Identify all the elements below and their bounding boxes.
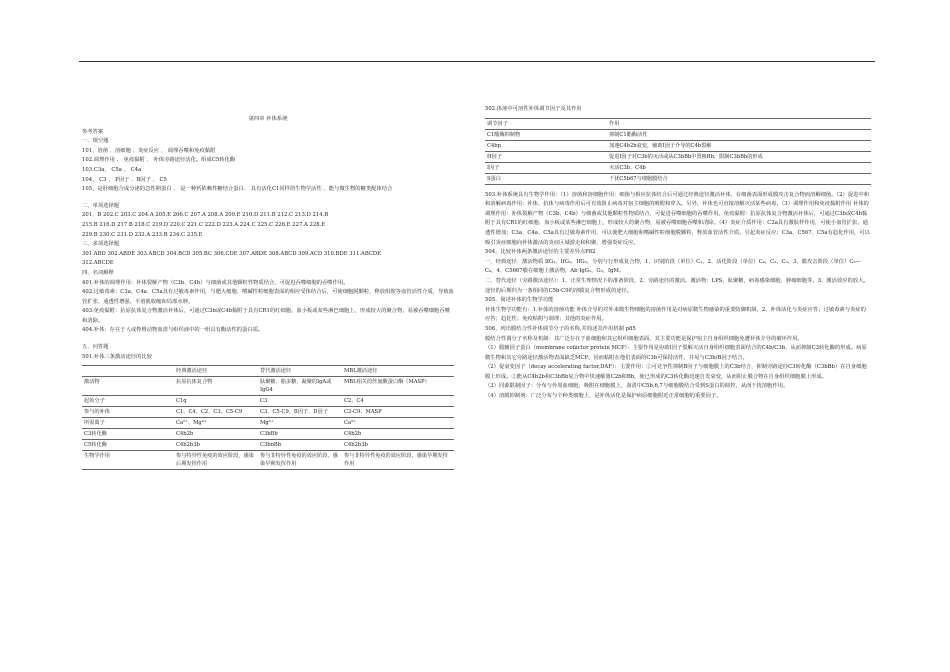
ref-answer-label: 参考答案 [82, 128, 104, 135]
question-504: 504、比较补体两条激活途径的主要差异点P82 [485, 249, 596, 256]
question-506: 506、列出膜结合性补体调节分子的名称,并简述其作用机制 p85 [485, 325, 636, 332]
answer-505: 补体生物学功能有：1.补体的溶菌功能 补体介导的对外来微生物细胞的溶菌作用是对病原微生物感染的重要防御机制。2、补体活化与炎症应答；过敏毒素与炎症的应答；趋化性；免疫粘附与调理；其他的炎症作用。 [485, 306, 866, 323]
table-row [485, 129, 871, 140]
term-item: 404.补体：存在于人或脊椎动物血清与组织液中的一组具有酶活性的蛋白质。 [82, 327, 264, 334]
table-cell: 灭活C3b、C4b [607, 162, 871, 173]
table-cell: 所需离子 [82, 418, 174, 429]
question-501: 501.补体三条激活途径的比较 [82, 353, 153, 360]
table-cell: C3bnBb [258, 440, 342, 451]
table-cell: C3转化酶 [82, 429, 174, 440]
question-505: 505、简述补体的生物学功能 [485, 297, 554, 304]
table-header: 替代激活途径 [258, 366, 342, 377]
pathway-comparison-table [82, 365, 454, 470]
table-cell: 生物学作用 [82, 451, 174, 470]
table-header [82, 366, 174, 377]
multi-answers: 312.ABCDE [82, 260, 114, 267]
table-header: 作用 [607, 118, 871, 129]
table-cell: S蛋白 [485, 173, 607, 184]
question-502: 502.体液中可溶性补体调节因子及其作用 [485, 106, 582, 112]
answer-506-daf: （2）促衰变因子（decay accelerating factor,DAF）：主要作用：①可竞争性抑制B因子与细胞膜上的C3b结合，抑制旁路途径C3转化酶（C3bBb）在自身细胞膜上形成。②能从C4b2b和C3bBb复合物中快速解离C2b和Bb，使已形成的C3转化酶迅速自发衰变，从而阻止膜合物在自身组织细胞膜上形成。 [485, 364, 867, 380]
answer-506-mcp: （1）膜辅因子蛋白（membrane cofactor protein MCP）：主要作用是协助I因子裂解灭活自身组织细胞表面结合的C4b/C3b，从而抑制C3转化酶的形成。病原微生物和其它旁路途径激活物表面缺乏MCP，因而粘附在他们表面的C3b可保持活性，并易与C3b/B因子结合。 [485, 345, 867, 361]
table-cell: Ca²⁺、Mg²⁺ [174, 418, 258, 429]
table-cell: 抑制C1酯酶活性 [607, 129, 871, 140]
table-cell: C1、C4、C2、C3、C5-C9 [174, 407, 258, 418]
table-cell: C4b2b [342, 429, 454, 440]
table-cell: C2、C4 [342, 396, 454, 407]
table-row [485, 140, 871, 151]
table-row [82, 451, 454, 470]
table-cell: C2-C9、MASP [342, 407, 454, 418]
fill-item: 101、溶菌 、溶细胞 、炎症反应 、 调理吞噬和免疫黏附 [82, 147, 216, 154]
table-row [82, 429, 454, 440]
table-cell: C4b2b3b [342, 440, 454, 451]
table-cell: MBL相关的丝氨酸蛋白酶（MASP） [342, 377, 454, 396]
regulator-table [485, 118, 871, 185]
fill-item: 105、是肝细胞合成分泌的急性期蛋白 、 是一种钙依赖性糖结合蛋白、 具有活化C1同样的生物学活性 、能与微生物的糖类配体结合 [82, 186, 393, 193]
table-cell: 参与的补体 [82, 407, 174, 418]
table-cell: 抗原抗体复合物 [174, 377, 258, 396]
term-item: 402.过敏毒素：C3a、C4a、C5a具有过敏毒素作用，与肥大细胞、嗜碱性粒细胞表面的相应受体结合后，可使细胞脱颗粒，释放组胺等血管活性介质，导致血管扩张、通透性增强、平滑肌收缩和局部水肿。 [82, 289, 454, 305]
table-cell: C1酯酶抑制物 [485, 129, 607, 140]
table-header: 经典激活途径 [174, 366, 258, 377]
term-item: 401.补体的调理作用：补体裂解产物（C3b、C4b）与细菌或其他颗粒性物质结合，可促进吞噬细胞的吞噬作用。 [82, 279, 349, 286]
table-cell: Mg²⁺ [258, 418, 342, 429]
table-row [485, 151, 871, 162]
table-cell: 参与非特异性免疫的效应阶段，感染早期发挥作用 [258, 451, 342, 470]
table-cell: 促进I因子对C3b的灭活或从C3bBb中置换Bb，限制C3bBb的形成 [607, 151, 871, 162]
table-cell: 起始分子 [82, 396, 174, 407]
table-row [82, 407, 454, 418]
answer-506-mirl: （4）溶膜抑制剂：广泛分布与个种类细胞上，是补体活化是保护病原细胞附近正常细胞的重要因子。 [485, 393, 722, 400]
table-cell: Ca²⁺ [342, 418, 454, 429]
table-cell: H因子 [485, 151, 607, 162]
table-header-row [485, 118, 871, 129]
table-row [82, 440, 454, 451]
table-cell: C3、C5-C9、B因子、D因子 [258, 407, 342, 418]
answer-504-alternative: 二、替代途径（旁路激活途径）：1、正常生理情况下的准备阶段，2、旁路途径的激活。激活物：LPS，肽聚糖，病毒感染细胞，肿瘤细胞等。3、激活效应的放大。途径的后期归为一条相同的C5b-C9的溶膜复合物形成的途径。 [485, 277, 869, 294]
single-answers: 229.B 230.C 231.D 232.A 233.B 234.C 235.E [82, 231, 203, 238]
table-cell: C1q [174, 396, 258, 407]
right-column [485, 105, 871, 402]
qa-heading: 五、问答题 [82, 344, 109, 351]
table-row [485, 162, 871, 173]
table-row [82, 377, 454, 396]
fill-item: 102.调理作用 、 免疫黏附 、 补体旁路途径活化。组成C5转化酶 [82, 157, 236, 164]
term-item: 403.免疫黏附：抗原抗体复合物激活补体后，可通过C3b或C4b黏附于具有CR1的红细胞、血小板或某些淋巴细胞上，形成较大的聚合物，易被吞噬细胞吞噬和清除。 [82, 308, 450, 324]
table-cell: C4b2b3b [174, 440, 258, 451]
answer-504-classical: 一、经典途径：激活物质 IfG₁，IfG₂，IfG₃，分别与行形成复合物，1、识别阶段（单位）C₁，2、活化阶段（单位）C₄，C₂，C₃，3、膜攻击阶段（单位）C₅—C₉，4、C5667膜在细胞上激活物，Ab IgG₁，G₃，IgM。 [485, 258, 861, 275]
table-cell: 激活物 [82, 377, 174, 396]
chapter-title: 第四章 补体系统 [248, 116, 288, 122]
table-row [82, 418, 454, 429]
table-cell: C5转化酶 [82, 440, 174, 451]
answer-503: 503.补体系统具有生物学作用：（1）溶菌和溶细胞作用：细菌与相应抗体结合后可通过经典途径激活补体，在细菌表面形成膜攻击复合物而溶解细菌。（2）促进中和和溶解病毒作用：补体、抗体与病毒作用后可有效阻止病毒对宿主细胞的吸附和穿入。另外，补体也可直接溶解灭活某些病毒。（3）调理作用和免疫黏附作用 补体的调理作用：补体裂解产物（C3b、C4b）与细菌或其他颗粒性物质结合，可促进吞噬细胞的吞噬作用。免疫黏附：抗原抗体复合物激活补体后，可通过C3b或C4b黏附于具有CR1的红细胞、血小板或某些淋巴细胞上，形成较大的聚合物，易被吞噬细胞吞噬和清除。（4）炎症介质作用：C2a具有激肽样作用，可使小血管扩张、通透性增加；C3a、C4a、C5a具有过敏毒素作用，可以使肥大细胞和嗜碱性粒细胞脱颗粒，释放血管活性介质，引起炎症反应；C3a、C567、C5a有趋化作用，可以吸引炎症细胞向补体激活的炎症区域游走和积聚，增强炎症反应。 [485, 191, 870, 246]
table-cell: 加速C4b2b衰变，辅助I因子介导的C4b裂解 [607, 140, 871, 151]
single-answers: 215.B 216.D 217.B 218.C 219.D 220.C 221.C 222.D 223.A 224.C 225.C 226.E 227.A 228.E [82, 221, 326, 228]
table-cell: 参与特异性免疫的效应阶段，感染后期发挥作用 [174, 451, 258, 470]
table-cell: I因子 [485, 162, 607, 173]
table-cell: C3 [258, 396, 342, 407]
table-header: MBL激活途径 [342, 366, 454, 377]
table-cell: C3bBb [258, 429, 342, 440]
left-column [82, 115, 454, 470]
table-cell: C4b2b [174, 429, 258, 440]
terms-heading: 四、名词解释 [82, 269, 114, 276]
answer-506-hrf: （3）同源限制因子：分布与外周血细胞，吸附在细胞膜上，血清中C5b,6,7与细胞膜结合受到S蛋白的调控，从而干扰溶胞作用。 [485, 383, 789, 390]
table-cell: 干扰C5b67与细胞膜结合 [607, 173, 871, 184]
fill-item: 103.C3a、 C5a 、 C4a [82, 166, 142, 173]
table-header: 调节因子 [485, 118, 607, 129]
single-heading: 二、单项选择题 [82, 202, 120, 209]
fill-heading: 一、填空题 [82, 138, 109, 145]
fill-item: 104、 C3 、 P因子 、B因子 、 C5 [82, 176, 167, 183]
answer-506-intro: 膜结合性调分子名称及机制：其广泛存在于血细胞和其它组织细胞表面，其主要功能是保护宿主自身组织细胞免遭补体介导的破坏作用。 [485, 335, 803, 342]
top-rule [79, 61, 875, 62]
multi-answers: 301.ABD 302.ABDE 303.ABCD 304.BCD 305.BC 306.CDE 307.ABDE 308.ABCD 309.ACD 310.BDE 311.ABCDE [82, 250, 382, 257]
table-row [485, 173, 871, 184]
table-cell: C4bp [485, 140, 607, 151]
table-header-row [82, 366, 454, 377]
table-cell: 参与非特异性免疫的效应阶段，感染早期发挥作用 [342, 451, 454, 470]
table-cell: 肽聚糖、脂多糖、凝聚的IgA或IgG4 [258, 377, 342, 396]
single-answers: 201、B 202.C 203.C 204.A 205.E 206.C 207.A 208.A 209.E 210.D 211.B 212.C 213.D 214.B [82, 212, 329, 219]
table-row [82, 396, 454, 407]
multi-heading: 三、多项选择题 [82, 241, 120, 248]
